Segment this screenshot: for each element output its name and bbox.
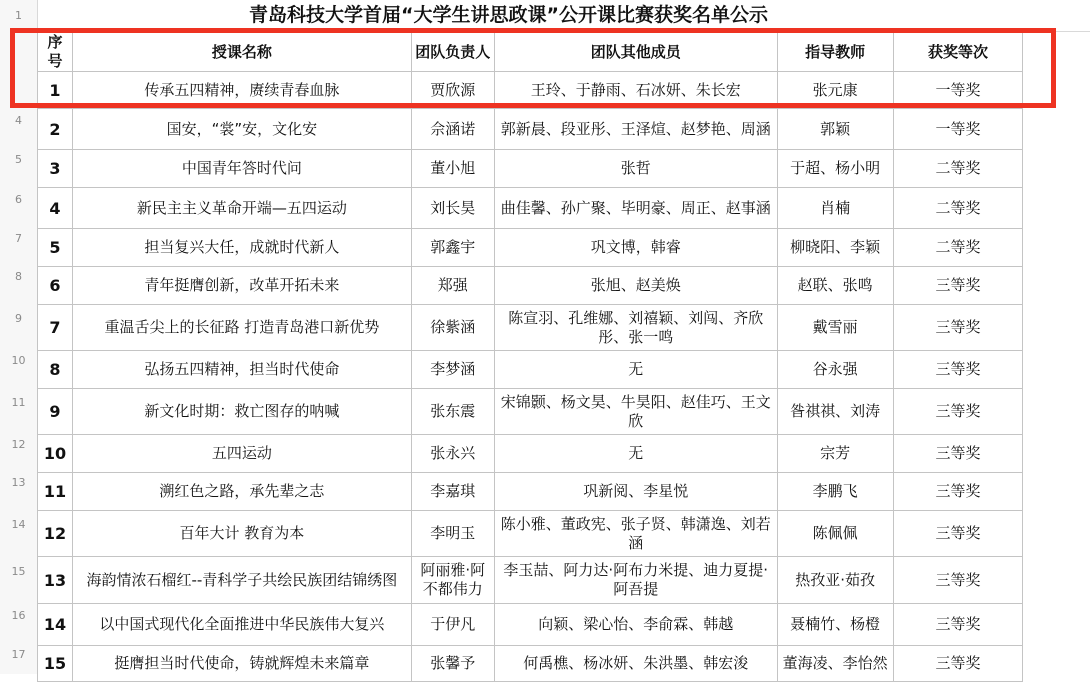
- cell-leader[interactable]: [411, 473, 494, 511]
- cell-seq[interactable]: [38, 72, 73, 109]
- cell-course[interactable]: [72, 646, 411, 682]
- cell-text: 三等奖: [896, 402, 1021, 421]
- cell-advisor[interactable]: [777, 109, 893, 150]
- cell-members[interactable]: [494, 604, 777, 646]
- cell-text: 昝祺祺、刘涛: [780, 402, 891, 421]
- cell-award[interactable]: [893, 72, 1023, 109]
- cell-text: 挺膺担当时代使命，铸就辉煌未来篇章: [75, 654, 409, 673]
- cell-course[interactable]: [72, 557, 411, 604]
- table-row: [38, 109, 1090, 150]
- cell-text: 于伊凡: [414, 615, 492, 634]
- row-number[interactable]: 13: [0, 476, 37, 489]
- empty-cell[interactable]: [1023, 150, 1090, 188]
- cell-advisor[interactable]: [777, 557, 893, 604]
- cell-leader[interactable]: [411, 351, 494, 389]
- cell-leader[interactable]: [411, 646, 494, 682]
- table-row: [38, 72, 1090, 109]
- empty-cell[interactable]: [1023, 646, 1090, 682]
- row-number-gutter: [0, 0, 38, 674]
- cell-members[interactable]: [494, 267, 777, 305]
- cell-text: 14: [40, 615, 70, 634]
- cell-text: 向颖、梁心怡、李俞霖、韩越: [497, 615, 775, 634]
- cell-advisor[interactable]: [777, 511, 893, 557]
- cell-members[interactable]: [494, 229, 777, 267]
- cell-text: 肖楠: [780, 199, 891, 218]
- cell-award[interactable]: [893, 646, 1023, 682]
- header-members[interactable]: 团队其他成员: [494, 33, 777, 72]
- cell-members[interactable]: [494, 646, 777, 682]
- cell-text: 15: [40, 654, 70, 673]
- cell-text: 张馨予: [414, 654, 492, 673]
- header-leader[interactable]: 团队负责人: [411, 33, 494, 72]
- cell-text: 三等奖: [896, 571, 1021, 590]
- cell-text: 郭鑫宇: [414, 238, 492, 257]
- cell-members[interactable]: [494, 150, 777, 188]
- cell-text: 李鹏飞: [780, 482, 891, 501]
- cell-advisor[interactable]: [777, 473, 893, 511]
- empty-cell[interactable]: [1023, 435, 1090, 473]
- cell-advisor[interactable]: [777, 305, 893, 351]
- cell-leader[interactable]: [411, 109, 494, 150]
- cell-text: 郭新晨、段亚彤、王泽煊、赵梦艳、周涵: [497, 120, 775, 139]
- cell-seq[interactable]: [38, 646, 73, 682]
- cell-text: 13: [40, 571, 70, 590]
- cell-course[interactable]: [72, 229, 411, 267]
- table-row: [38, 188, 1090, 229]
- cell-award[interactable]: [893, 229, 1023, 267]
- cell-text: 11: [40, 482, 70, 501]
- cell-text: 二等奖: [896, 238, 1021, 257]
- cell-advisor[interactable]: [777, 150, 893, 188]
- cell-members[interactable]: [494, 473, 777, 511]
- cell-award[interactable]: [893, 435, 1023, 473]
- cell-seq[interactable]: [38, 229, 73, 267]
- row-number[interactable]: 4: [0, 114, 37, 127]
- cell-course[interactable]: [72, 188, 411, 229]
- cell-course[interactable]: [72, 305, 411, 351]
- cell-text: 3: [40, 159, 70, 178]
- cell-text: 新民主主义革命开端—五四运动: [75, 199, 409, 218]
- empty-cell[interactable]: [1023, 188, 1090, 229]
- cell-course[interactable]: [72, 511, 411, 557]
- row-number[interactable]: 6: [0, 193, 37, 206]
- cell-text: 二等奖: [896, 199, 1021, 218]
- row-number[interactable]: 15: [0, 565, 37, 578]
- header-award[interactable]: 获奖等次: [893, 33, 1023, 72]
- cell-course[interactable]: [72, 389, 411, 435]
- cell-text: 三等奖: [896, 524, 1021, 543]
- row-number[interactable]: 8: [0, 270, 37, 283]
- cell-text: 热孜亚·茹孜: [780, 571, 891, 590]
- cell-text: 张元康: [780, 81, 891, 100]
- cell-award[interactable]: [893, 188, 1023, 229]
- cell-text: 佘涵诺: [414, 120, 492, 139]
- cell-members[interactable]: [494, 389, 777, 435]
- cell-leader[interactable]: [411, 389, 494, 435]
- cell-advisor[interactable]: [777, 72, 893, 109]
- table-row: [38, 267, 1090, 305]
- cell-award[interactable]: [893, 511, 1023, 557]
- cell-text: 二等奖: [896, 159, 1021, 178]
- cell-leader[interactable]: [411, 267, 494, 305]
- cell-text: 曲佳馨、孙广聚、毕明豪、周正、赵事涵: [497, 199, 775, 218]
- cell-text: 百年大计 教育为本: [75, 524, 409, 543]
- cell-seq[interactable]: [38, 351, 73, 389]
- cell-text: 以中国式现代化全面推进中华民族伟大复兴: [75, 615, 409, 634]
- cell-text: 三等奖: [896, 654, 1021, 673]
- cell-text: 无: [497, 444, 775, 463]
- cell-text: 戴雪丽: [780, 318, 891, 337]
- cell-text: 海韵情浓石榴红--青科学子共绘民族团结锦绣图: [75, 571, 409, 590]
- cell-advisor[interactable]: [777, 435, 893, 473]
- empty-cell[interactable]: [1023, 305, 1090, 351]
- row-number[interactable]: 7: [0, 232, 37, 245]
- empty-cell[interactable]: [1023, 351, 1090, 389]
- empty-cell[interactable]: [1023, 389, 1090, 435]
- cell-seq[interactable]: [38, 109, 73, 150]
- empty-cell[interactable]: [1023, 33, 1090, 72]
- cell-members[interactable]: [494, 109, 777, 150]
- cell-seq[interactable]: [38, 435, 73, 473]
- cell-leader[interactable]: [411, 435, 494, 473]
- table-row: [38, 435, 1090, 473]
- table-row: [38, 389, 1090, 435]
- award-table: [37, 32, 1090, 682]
- cell-award[interactable]: [893, 267, 1023, 305]
- cell-advisor[interactable]: [777, 229, 893, 267]
- empty-cell[interactable]: [1023, 604, 1090, 646]
- cell-text: 新文化时期：救亡图存的呐喊: [75, 402, 409, 421]
- table-row: [38, 150, 1090, 188]
- cell-course[interactable]: [72, 150, 411, 188]
- row-number[interactable]: 12: [0, 438, 37, 451]
- cell-text: 王玲、于静雨、石冰妍、朱长宏: [497, 81, 775, 100]
- empty-cell[interactable]: [1023, 511, 1090, 557]
- row-number[interactable]: 9: [0, 312, 37, 325]
- cell-text: 7: [40, 318, 70, 337]
- cell-text: 郭颖: [780, 120, 891, 139]
- cell-seq[interactable]: [38, 150, 73, 188]
- cell-members[interactable]: [494, 435, 777, 473]
- empty-cell[interactable]: [1023, 109, 1090, 150]
- cell-text: 陈佩佩: [780, 524, 891, 543]
- table-row: [38, 557, 1090, 604]
- cell-course[interactable]: [72, 435, 411, 473]
- cell-advisor[interactable]: [777, 646, 893, 682]
- header-course[interactable]: 授课名称: [72, 33, 411, 72]
- empty-cell[interactable]: [1023, 72, 1090, 109]
- row-number[interactable]: 14: [0, 518, 37, 531]
- cell-leader[interactable]: [411, 188, 494, 229]
- cell-text: 赵联、张鸣: [780, 276, 891, 295]
- cell-award[interactable]: [893, 389, 1023, 435]
- cell-text: 担当复兴大任，成就时代新人: [75, 238, 409, 257]
- cell-text: 郑强: [414, 276, 492, 295]
- cell-text: 12: [40, 524, 70, 543]
- cell-leader[interactable]: [411, 150, 494, 188]
- cell-award[interactable]: [893, 109, 1023, 150]
- table-row: [38, 229, 1090, 267]
- cell-text: 1: [40, 81, 70, 100]
- cell-text: 聂楠竹、杨橙: [780, 615, 891, 634]
- cell-seq[interactable]: [38, 511, 73, 557]
- cell-text: 阿丽雅·阿不都伟力: [414, 561, 492, 599]
- cell-award[interactable]: [893, 473, 1023, 511]
- cell-leader[interactable]: [411, 72, 494, 109]
- cell-course[interactable]: [72, 72, 411, 109]
- header-row: [38, 33, 1090, 72]
- cell-course[interactable]: [72, 604, 411, 646]
- empty-cell[interactable]: [1023, 473, 1090, 511]
- cell-text: 宋锦颢、杨文昊、牛昊阳、赵佳巧、王文欣: [497, 393, 775, 431]
- cell-text: 徐紫涵: [414, 318, 492, 337]
- cell-text: 重温舌尖上的长征路 打造青岛港口新优势: [75, 318, 409, 337]
- cell-award[interactable]: [893, 305, 1023, 351]
- cell-advisor[interactable]: [777, 351, 893, 389]
- cell-course[interactable]: [72, 473, 411, 511]
- cell-advisor[interactable]: [777, 267, 893, 305]
- cell-members[interactable]: [494, 72, 777, 109]
- cell-text: 10: [40, 444, 70, 463]
- row-number[interactable]: 10: [0, 354, 37, 367]
- cell-members[interactable]: [494, 351, 777, 389]
- cell-text: 国安，“裳”安，文化安: [75, 120, 409, 139]
- cell-text: 张永兴: [414, 444, 492, 463]
- empty-cell[interactable]: [1023, 229, 1090, 267]
- cell-text: 5: [40, 238, 70, 257]
- cell-members[interactable]: [494, 305, 777, 351]
- table-row: [38, 604, 1090, 646]
- cell-text: 三等奖: [896, 615, 1021, 634]
- table-row: [38, 351, 1090, 389]
- cell-text: 刘长昊: [414, 199, 492, 218]
- cell-leader[interactable]: [411, 305, 494, 351]
- cell-text: 张旭、赵美焕: [497, 276, 775, 295]
- sheet-title[interactable]: 青岛科技大学首届“大学生讲思政课”公开课比赛获奖名单公示: [37, 0, 1090, 32]
- cell-members[interactable]: [494, 557, 777, 604]
- cell-text: 三等奖: [896, 276, 1021, 295]
- cell-seq[interactable]: [38, 473, 73, 511]
- cell-seq[interactable]: [38, 604, 73, 646]
- cell-text: 张哲: [497, 159, 775, 178]
- cell-text: 三等奖: [896, 482, 1021, 501]
- cell-text: 陈小雅、董政宪、张子贤、韩潇逸、刘若涵: [497, 515, 775, 553]
- cell-text: 宗芳: [780, 444, 891, 463]
- cell-seq[interactable]: [38, 188, 73, 229]
- cell-advisor[interactable]: [777, 188, 893, 229]
- cell-text: 董小旭: [414, 159, 492, 178]
- row-number[interactable]: 11: [0, 396, 37, 409]
- cell-text: 谷永强: [780, 360, 891, 379]
- cell-text: 一等奖: [896, 120, 1021, 139]
- cell-course[interactable]: [72, 351, 411, 389]
- row-number[interactable]: 16: [0, 609, 37, 622]
- cell-text: 李梦涵: [414, 360, 492, 379]
- cell-text: 李玉喆、阿力达·阿布力米提、迪力夏提·阿吾提: [497, 561, 775, 599]
- row-number[interactable]: 17: [0, 648, 37, 661]
- cell-seq[interactable]: [38, 557, 73, 604]
- cell-text: 何禹樵、杨冰妍、朱洪墨、韩宏浚: [497, 654, 775, 673]
- cell-text: 三等奖: [896, 360, 1021, 379]
- cell-seq[interactable]: [38, 305, 73, 351]
- header-seq[interactable]: 序号: [38, 33, 73, 72]
- row-number[interactable]: 1: [0, 9, 37, 22]
- cell-text: 李明玉: [414, 524, 492, 543]
- cell-advisor[interactable]: [777, 604, 893, 646]
- header-advisor[interactable]: 指导教师: [777, 33, 893, 72]
- cell-text: 中国青年答时代问: [75, 159, 409, 178]
- table-row: [38, 305, 1090, 351]
- cell-text: 三等奖: [896, 444, 1021, 463]
- table-row: [38, 646, 1090, 682]
- cell-award[interactable]: [893, 351, 1023, 389]
- cell-leader[interactable]: [411, 511, 494, 557]
- cell-text: 8: [40, 360, 70, 379]
- cell-text: 张东震: [414, 402, 492, 421]
- cell-leader[interactable]: [411, 557, 494, 604]
- cell-text: 巩新阅、李星悦: [497, 482, 775, 501]
- cell-award[interactable]: [893, 604, 1023, 646]
- cell-text: 传承五四精神，赓续青春血脉: [75, 81, 409, 100]
- cell-award[interactable]: [893, 557, 1023, 604]
- cell-advisor[interactable]: [777, 389, 893, 435]
- cell-text: 董海凌、李怡然: [780, 654, 891, 673]
- cell-text: 贾欣源: [414, 81, 492, 100]
- cell-text: 李嘉琪: [414, 482, 492, 501]
- row-number[interactable]: 5: [0, 153, 37, 166]
- empty-cell[interactable]: [1023, 267, 1090, 305]
- cell-award[interactable]: [893, 150, 1023, 188]
- cell-text: 青年挺膺创新，改革开拓未来: [75, 276, 409, 295]
- cell-course[interactable]: [72, 267, 411, 305]
- cell-course[interactable]: [72, 109, 411, 150]
- cell-text: 6: [40, 276, 70, 295]
- cell-text: 三等奖: [896, 318, 1021, 337]
- cell-text: 4: [40, 199, 70, 218]
- table-row: [38, 511, 1090, 557]
- cell-text: 陈宣羽、孔维娜、刘禧颖、刘闯、齐欣彤、张一鸣: [497, 309, 775, 347]
- cell-seq[interactable]: [38, 267, 73, 305]
- cell-text: 弘扬五四精神，担当时代使命: [75, 360, 409, 379]
- cell-leader[interactable]: [411, 229, 494, 267]
- cell-leader[interactable]: [411, 604, 494, 646]
- cell-seq[interactable]: [38, 389, 73, 435]
- table-row: [38, 473, 1090, 511]
- cell-text: 五四运动: [75, 444, 409, 463]
- cell-text: 2: [40, 120, 70, 139]
- cell-text: 无: [497, 360, 775, 379]
- cell-text: 一等奖: [896, 81, 1021, 100]
- cell-text: 溯红色之路，承先辈之志: [75, 482, 409, 501]
- empty-cell[interactable]: [1023, 557, 1090, 604]
- cell-text: 巩文博，韩睿: [497, 238, 775, 257]
- cell-text: 9: [40, 402, 70, 421]
- cell-members[interactable]: [494, 188, 777, 229]
- cell-text: 于超、杨小明: [780, 159, 891, 178]
- cell-members[interactable]: [494, 511, 777, 557]
- cell-text: 柳晓阳、李颖: [780, 238, 891, 257]
